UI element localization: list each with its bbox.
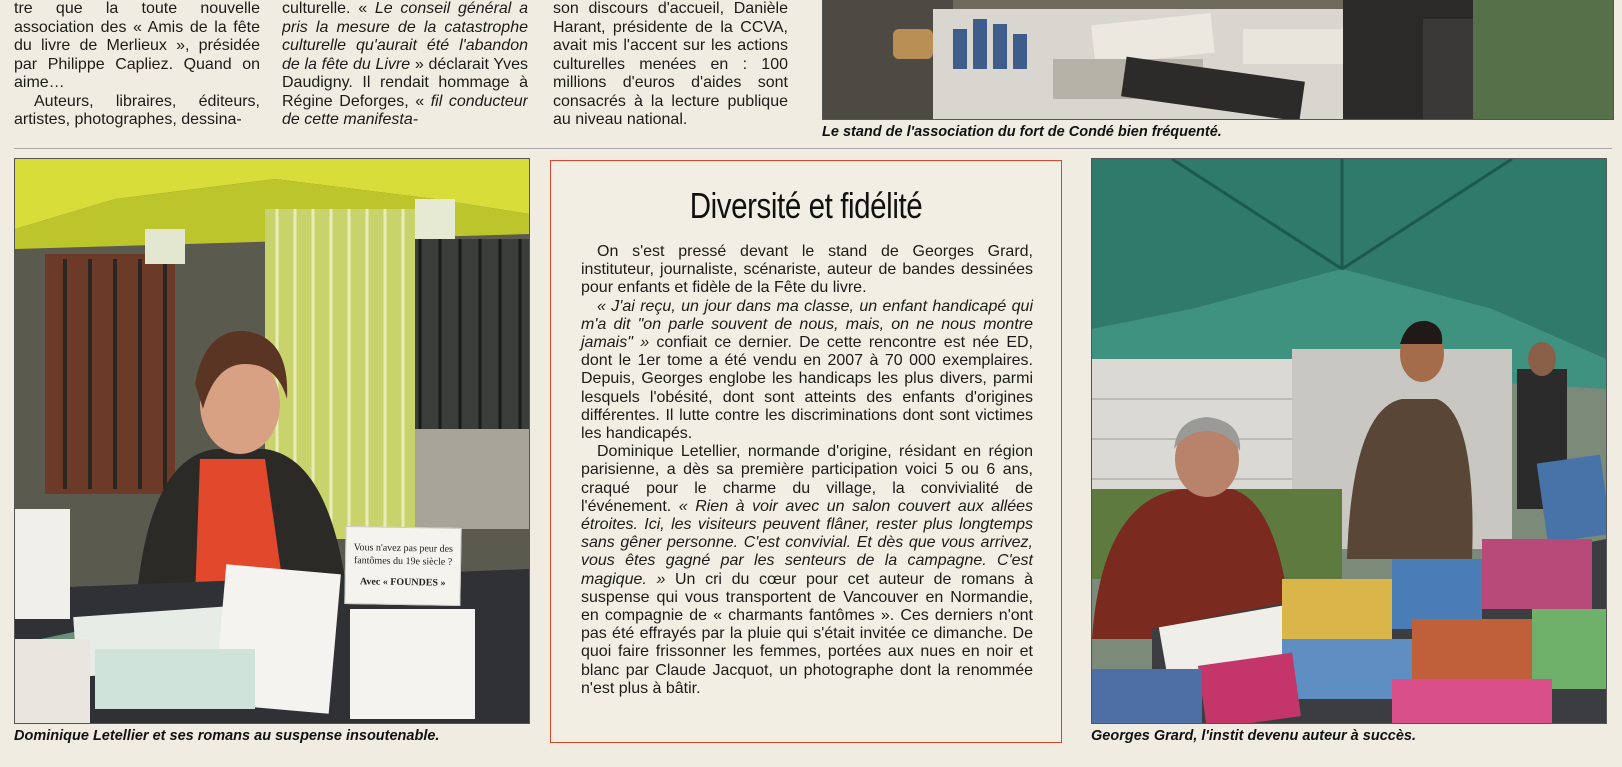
fort-conde-stand-image bbox=[823, 0, 1613, 119]
top-column-1 bbox=[14, 0, 260, 140]
article-body bbox=[581, 243, 1033, 698]
caption-grard: Georges Grard, l'instit devenu auteur à succès. bbox=[1091, 728, 1416, 744]
stand-sign-text: Vous n'avez pas peur des fantômes du 19e siècle ? bbox=[353, 542, 454, 568]
column1-paragraph-2: Auteurs, libraires, éditeurs, artistes, photographes, dessina- bbox=[14, 92, 260, 128]
top-column-2 bbox=[282, 0, 528, 140]
article-paragraph-3 bbox=[581, 443, 1033, 698]
caption-letellier: Dominique Letellier et ses romans au suspense insoutenable. bbox=[14, 728, 440, 744]
article-text-2: Dominique Letellier, normande d'origine, résidant en région parisienne, a dès sa première participation voici 5 ou 6 ans, craqué pour le charme du village, la convivialité de l'événement. bbox=[581, 443, 1033, 515]
column2-text-2: » déclarait Yves Daudigny. Il rendait hommage à Régine Deforges, « bbox=[282, 55, 528, 110]
column2-paragraph bbox=[282, 0, 528, 130]
article-text: confiait ce dernier. De cette rencontre est née ED, dont le 1er tome a été vendu en 2007 à 70 000 exemplaires. Depuis, Georges englobe les handicaps les plus divers, parmi lesquels l'obésité, dont sont atteints des enfants d'origines différentes. Il lutte contre les discriminations dont sont victimes les handicapés. bbox=[581, 334, 1033, 443]
grard-stand-image bbox=[1092, 159, 1606, 723]
stand-sign-book-label: Avec « FOUNDES » bbox=[359, 576, 446, 589]
caption-fort-conde: Le stand de l'association du fort de Condé bien fréquenté. bbox=[822, 124, 1222, 140]
grard-stand-photo bbox=[1091, 158, 1607, 724]
article-paragraph-2 bbox=[581, 298, 1033, 444]
column3-paragraph: son discours d'accueil, Danièle Harant, présidente de la CCVA, avait mis l'accent sur les actions culturelles menées en : 100 millions d'euros d'aides sont consacrés à la lecture publique au niveau national. bbox=[553, 0, 788, 128]
divider bbox=[14, 148, 1612, 149]
letellier-stand-image bbox=[15, 159, 529, 723]
column1-paragraph: tre que la toute nouvelle association des « Amis de la fête du livre de Merlieux », présidée par Philippe Capliez. Quand on aime… bbox=[14, 0, 260, 91]
article-quote: « J'ai reçu, un jour dans ma classe, un enfant handicapé qui m'a dit "on parle souvent de nous, mais, on ne nous montre jamais" » bbox=[581, 297, 1033, 352]
letellier-stand-photo bbox=[14, 158, 530, 724]
stand-sign bbox=[344, 526, 461, 606]
article-box bbox=[550, 160, 1062, 743]
top-column-3 bbox=[553, 0, 788, 140]
fort-conde-stand-photo bbox=[822, 0, 1614, 120]
column2-quote: Le conseil général a pris la mesure de la catastrophe culturelle qu'aurait été l'abandon de la fête du Livre bbox=[282, 0, 528, 73]
column2-text: culturelle. « bbox=[282, 0, 375, 17]
column2-quote-2: fil conducteur de cette manifesta- bbox=[282, 92, 528, 128]
article-text-3: Un cri du cœur pour cet auteur de romans à suspense qui vous transportent de Vancouver en Normandie, en compagnie de « charmants fantômes ». Ces derniers n'ont pas été effrayés par la pluie qui s'était invitée ce dimanche. De quoi faire frissonner les femmes, portées aux nues en noir et blanc par Claude Jacquot, un photographe dont la renommée n'est plus à bâtir. bbox=[581, 570, 1033, 697]
article-title: Diversité et fidélité bbox=[689, 185, 923, 226]
article-paragraph: On s'est pressé devant le stand de Georges Grard, instituteur, journaliste, scénariste, auteur de bandes dessinées pour enfants et fidèle de la Fête du livre. bbox=[581, 243, 1033, 297]
article-quote-2: « Rien à voir avec un salon couvert aux allées étroites. Ici, les visiteurs peuvent flâner, rester plus longtemps sans gêner personne. C'est convivial. Et dès que vous arrivez, vous êtes gagné par les senteurs de la campagne. C'est magique. » bbox=[581, 497, 1034, 588]
